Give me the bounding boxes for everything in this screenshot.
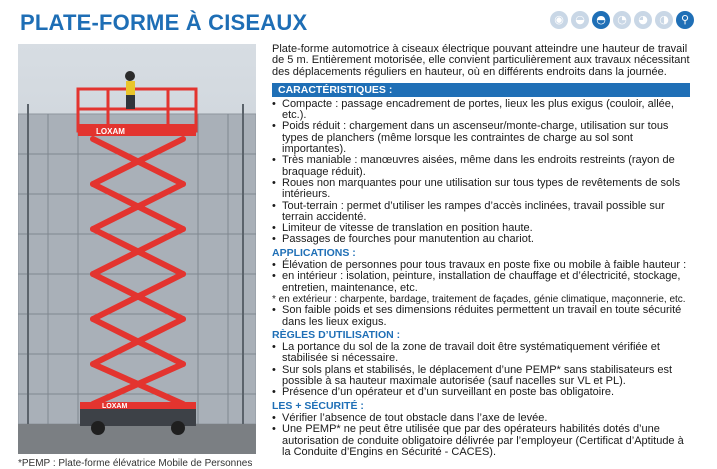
circle-icon-5: ◕ xyxy=(634,11,652,29)
list-applications xyxy=(272,260,690,328)
list-item: • Compacte : passage encadrement de portes, lieux les plus exigus (couloir, allée, etc.). xyxy=(272,99,690,122)
circle-icon-6: ◑ xyxy=(655,11,673,29)
circle-icon-7: ⚲ xyxy=(676,11,694,29)
list-item: • en intérieur : isolation, peinture, installation de chauffage et d’électricité, stockage, entretien, maintenance, etc. xyxy=(272,271,690,294)
list-caracteristiques xyxy=(272,99,690,246)
circle-icon-4: ◔ xyxy=(613,11,631,29)
list-item: • Une PEMP* ne peut être utilisée que par des opérateurs habilités dotés d’une autorisation de conduite obligatoire délivrée par l’employeur (Certificat d’Aptitude à la Conduite d’Engins en Sécurité - CACES). xyxy=(272,424,690,458)
list-item: • Sur sols plans et stabilisés, le déplacement d’une PEMP* sans stabilisateurs est possible à sa hauteur maximale autorisée (sauf nacelles sur VL et PL). xyxy=(272,365,690,388)
circle-icon-1: ◉ xyxy=(550,11,568,29)
list-item: • Élévation de personnes pour tous travaux en poste fixe ou mobile à faible hauteur : xyxy=(272,260,690,271)
page-title: PLATE-FORME À CISEAUX xyxy=(20,10,308,35)
list-item: • Très maniable : manœuvres aisées, même dans les endroits restreints (rayon de braquage réduit). xyxy=(272,155,690,178)
brand-label-top: LOXAM xyxy=(96,127,125,136)
section-heading-securite: LES + SÉCURITÉ : xyxy=(272,399,364,412)
section-heading-applications: APPLICATIONS : xyxy=(272,246,356,259)
intro-text: Plate-forme automotrice à ciseaux électrique pouvant atteindre une hauteur de travail de 5 m. Entièrement motorisée, elle convient particulièrement aux travaux nécessitant des déplacements réguliers en hauteur, où en différents endroits dans la journée. xyxy=(272,43,690,78)
section-heading-caracteristiques: CARACTÉRISTIQUES : xyxy=(272,83,690,97)
list-item: • Roues non marquantes pour une utilisation sur tous types de revêtements de sols intérieurs. xyxy=(272,178,690,201)
section-heading-regles: RÈGLES D’UTILISATION : xyxy=(272,328,401,341)
list-item: • Présence d’un opérateur et d’un surveillant en poste bas obligatoire. xyxy=(272,387,690,398)
circle-icon-2: ◒ xyxy=(571,11,589,29)
list-item: • Limiteur de vitesse de translation en position haute. xyxy=(272,223,690,234)
list-securite xyxy=(272,413,690,458)
list-item: • Vérifier l’absence de tout obstacle dans l’axe de levée. xyxy=(272,413,690,424)
list-item: • Tout-terrain : permet d’utiliser les rampes d’accès inclinées, travail possible sur terrain accidenté. xyxy=(272,201,690,224)
list-item: • Son faible poids et ses dimensions réduites permettent un travail en toute sécurité dans les lieux exigus. xyxy=(272,305,690,328)
product-photo xyxy=(18,44,256,454)
list-regles xyxy=(272,342,690,398)
icon-strip xyxy=(550,11,694,29)
list-item: • Passages de fourches pour manutention au chariot. xyxy=(272,234,690,245)
brand-label-base: LOXAM xyxy=(102,403,128,410)
description-column xyxy=(272,44,690,458)
circle-icon-3: ◓ xyxy=(592,11,610,29)
list-item: • La portance du sol de la zone de travail doit être systématiquement vérifiée et stabilisée si nécessaire. xyxy=(272,342,690,365)
list-item: • Poids réduit : chargement dans un ascenseur/monte-charge, utilisation sur tous types de planchers (même lorsque les contraintes de charge au sol sont importantes). xyxy=(272,121,690,155)
list-item-note: * en extérieur : charpente, bardage, traitement de façades, génie climatique, maçonnerie, etc. xyxy=(272,293,686,305)
footnote-caption: *PEMP : Plate-forme élévatrice Mobile de Personnes xyxy=(18,458,253,469)
